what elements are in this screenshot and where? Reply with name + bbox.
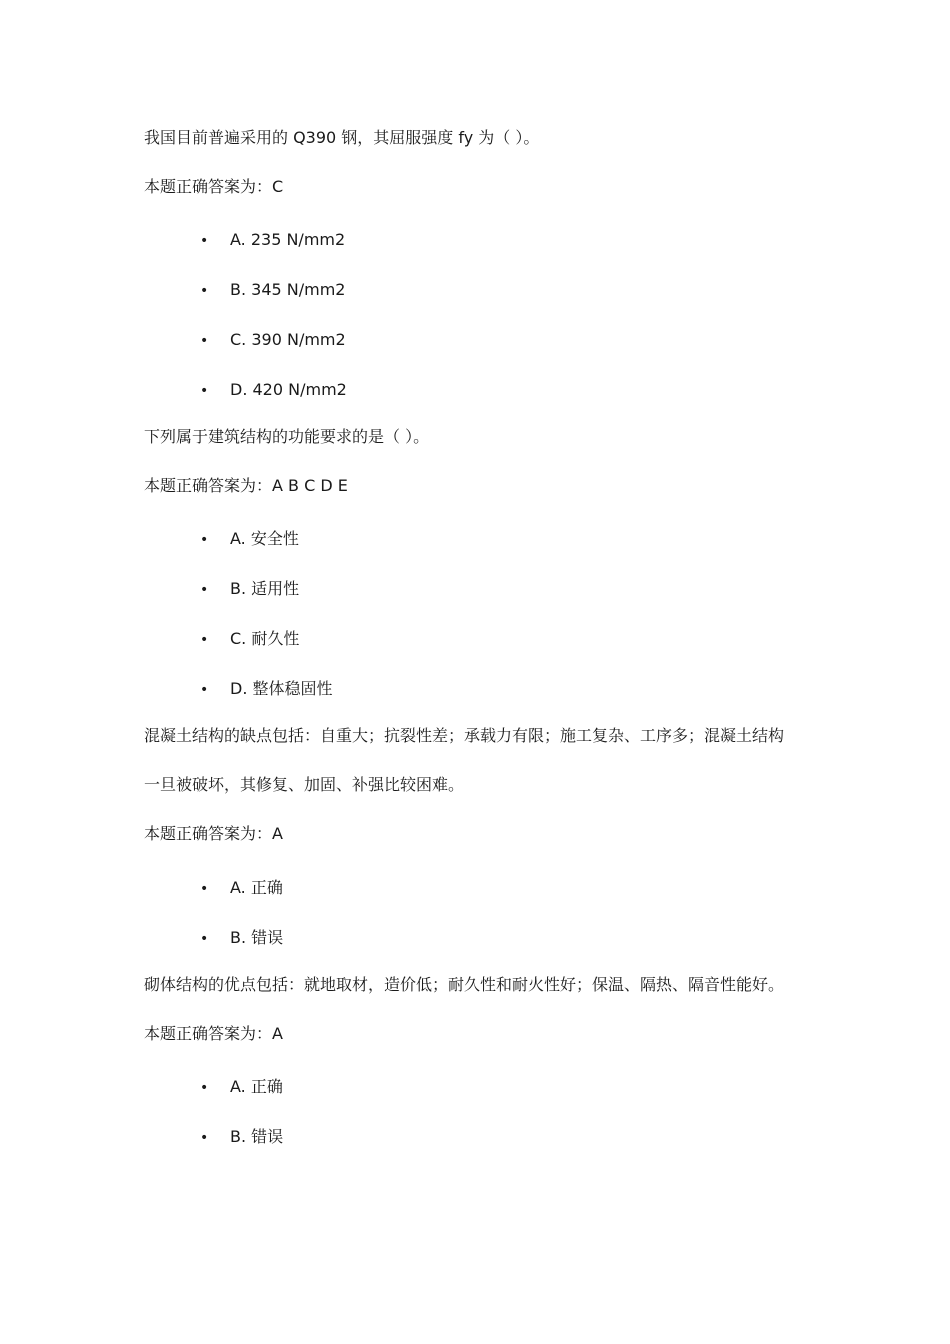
bullet-icon: • — [200, 233, 209, 249]
question-1-stem: 我国目前普遍采用的 Q390 钢，其屈服强度 fy 为（ ）。 — [144, 128, 540, 147]
question-1-option-d: • D. 420 N/mm2 — [200, 380, 347, 399]
question-2-option-a: • A. 安全性 — [200, 529, 299, 548]
question-2-option-d: • D. 整体稳固性 — [200, 679, 333, 698]
question-1-option-b: • B. 345 N/mm2 — [200, 280, 346, 299]
question-3-stem-line-1: 混凝土结构的缺点包括：自重大；抗裂性差；承载力有限；施工复杂、工序多；混凝土结构 — [144, 726, 785, 745]
question-1-option-a: • A. 235 N/mm2 — [200, 230, 346, 249]
bullet-icon: • — [200, 333, 209, 349]
question-2-stem: 下列属于建筑结构的功能要求的是（ ）。 — [144, 427, 430, 446]
question-4-answer: 本题正确答案为：A — [144, 1024, 283, 1043]
question-1-option-c: • C. 390 N/mm2 — [200, 330, 346, 349]
bullet-icon: • — [200, 582, 209, 598]
question-3-option-a: • A. 正确 — [200, 878, 283, 897]
question-2-answer: 本题正确答案为：A B C D E — [144, 476, 348, 495]
bullet-icon: • — [200, 881, 209, 897]
question-1-answer: 本题正确答案为：C — [144, 177, 284, 196]
question-2-option-c: • C. 耐久性 — [200, 629, 300, 648]
bullet-icon: • — [200, 383, 209, 399]
question-3-answer: 本题正确答案为：A — [144, 824, 283, 843]
bullet-icon: • — [200, 1130, 209, 1146]
bullet-icon: • — [200, 283, 209, 299]
question-2-option-b: • B. 适用性 — [200, 579, 300, 598]
bullet-icon: • — [200, 931, 209, 947]
question-3-option-b: • B. 错误 — [200, 928, 284, 947]
question-4-stem: 砌体结构的优点包括：就地取材，造价低；耐久性和耐火性好；保温、隔热、隔音性能好。 — [144, 975, 785, 994]
bullet-icon: • — [200, 682, 209, 698]
question-4-option-a: • A. 正确 — [200, 1077, 283, 1096]
question-4-option-b: • B. 错误 — [200, 1127, 284, 1146]
bullet-icon: • — [200, 1080, 209, 1096]
bullet-icon: • — [200, 532, 209, 548]
bullet-icon: • — [200, 632, 209, 648]
question-3-stem-line-2: 一旦被破坏，其修复、加固、补强比较困难。 — [144, 775, 465, 794]
